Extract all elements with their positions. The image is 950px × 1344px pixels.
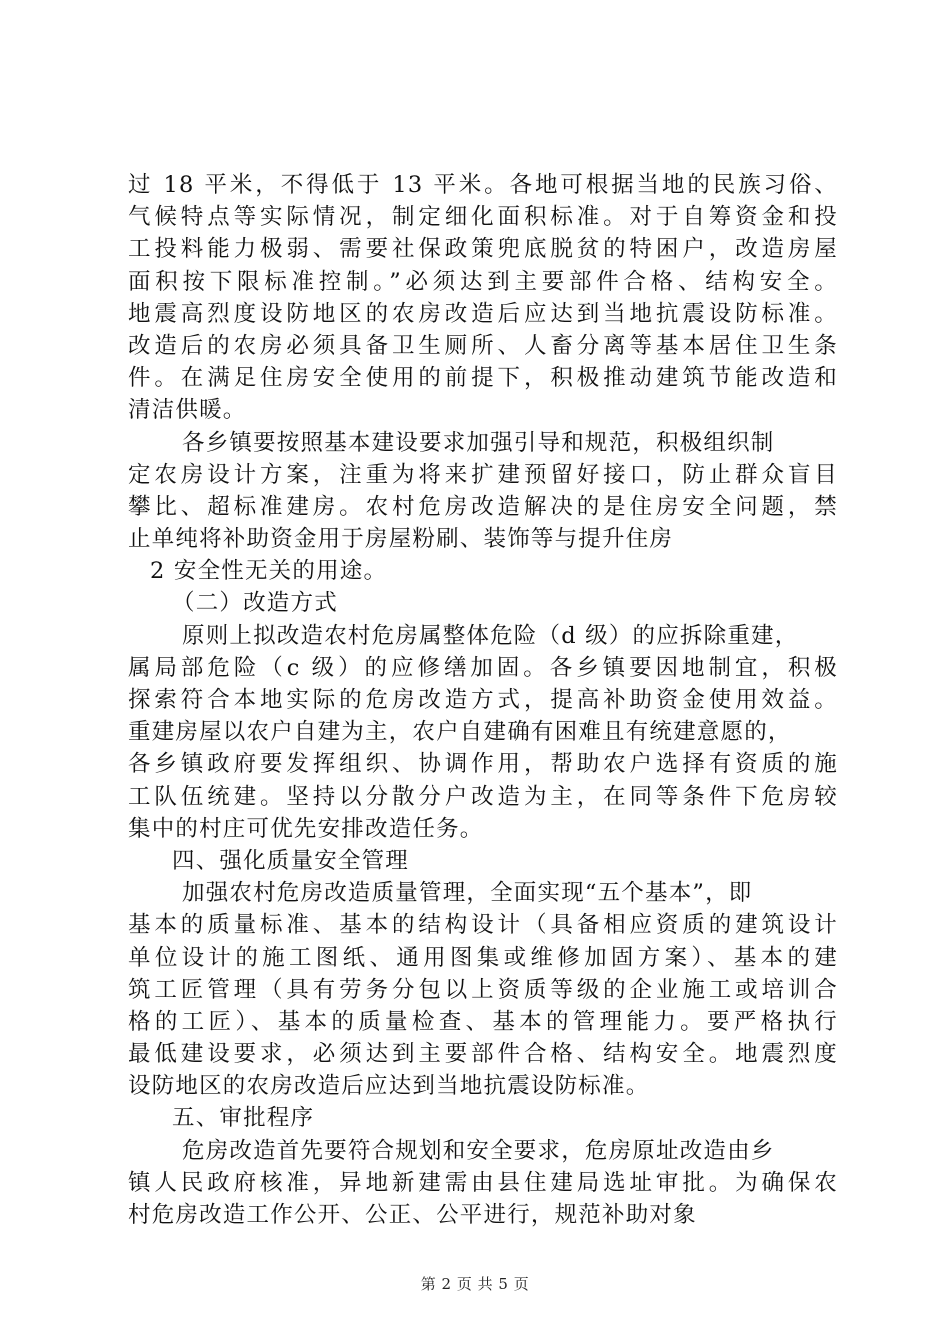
text-line: 设防地区的农房改造后应达到当地抗震设防标准。 bbox=[128, 1073, 650, 1100]
text-line: 工投料能力极弱、需要社保政策兜底脱贫的特困户，改造房屋 bbox=[128, 236, 838, 263]
section-heading: 五、审批程序 bbox=[172, 1105, 315, 1132]
text-line: 村危房改造工作公开、公正、公平进行，规范补助对象 bbox=[128, 1202, 697, 1228]
paragraph-first-line: 原则上拟改造农村危房属整体危险（d 级）的应拆除重建， bbox=[182, 622, 799, 649]
text-line: 2 安全性无关的用途。 bbox=[150, 558, 388, 585]
text-line: 面积按下限标准控制。”必须达到主要部件合格、结构安全。 bbox=[128, 268, 838, 295]
text-line: 集中的村庄可优先安排改造任务。 bbox=[128, 815, 484, 842]
section-heading: 四、强化质量安全管理 bbox=[172, 847, 410, 874]
text-line: 镇人民政府核准，异地新建需由县住建局选址审批。为确保农 bbox=[128, 1169, 838, 1196]
paragraph-first-line: 加强农村危房改造质量管理，全面实现“五个基本”，即 bbox=[182, 880, 753, 907]
text-line: 属局部危险（c 级）的应修缮加固。各乡镇要因地制宜，积极 bbox=[128, 654, 838, 681]
text-line: 改造后的农房必须具备卫生厕所、人畜分离等基本居住卫生条 bbox=[128, 332, 838, 359]
text-line: 最低建设要求，必须达到主要部件合格、结构安全。地震烈度 bbox=[128, 1041, 838, 1068]
text-line: 气候特点等实际情况，制定细化面积标准。对于自筹资金和投 bbox=[128, 204, 838, 231]
document-body bbox=[128, 169, 838, 1231]
text-line: 各乡镇政府要发挥组织、协调作用，帮助农户选择有资质的施 bbox=[128, 751, 838, 778]
paragraph-first-line: 危房改造首先要符合规划和安全要求，危房原址改造由乡 bbox=[182, 1137, 775, 1164]
text-line: 攀比、超标准建房。农村危房改造解决的是住房安全问题，禁 bbox=[128, 493, 838, 520]
text-line: 定农房设计方案，注重为将来扩建预留好接口，防止群众盲目 bbox=[128, 461, 838, 488]
text-line: 清洁供暖。 bbox=[128, 397, 247, 424]
text-line: 单位设计的施工图纸、通用图集或维修加固方案）、基本的建 bbox=[128, 944, 838, 971]
text-line: 过 18 平米，不得低于 13 平米。各地可根据当地的民族习俗、 bbox=[128, 172, 838, 198]
text-line: 止单纯将补助资金用于房屋粉刷、装饰等与提升住房 bbox=[128, 526, 674, 553]
text-line: 基本的质量标准、基本的结构设计（具备相应资质的建筑设计 bbox=[128, 912, 838, 939]
section-subheading: （二）改造方式 bbox=[172, 590, 338, 617]
text-line: 工队伍统建。坚持以分散分户改造为主，在同等条件下危房较 bbox=[128, 783, 838, 810]
page-footer: 第 2 页 共 5 页 bbox=[420, 1275, 530, 1293]
text-line: 地震高烈度设防地区的农房改造后应达到当地抗震设防标准。 bbox=[128, 300, 838, 327]
paragraph-first-line: 各乡镇要按照基本建设要求加强引导和规范，积极组织制 bbox=[182, 429, 775, 456]
text-line: 筑工匠管理（具有劳务分包以上资质等级的企业施工或培训合 bbox=[128, 976, 838, 1003]
text-line: 格的工匠）、基本的质量检查、基本的管理能力。要严格执行 bbox=[128, 1008, 838, 1035]
text-line: 件。在满足住房安全使用的前提下，积极推动建筑节能改造和 bbox=[128, 365, 838, 392]
text-line: 重建房屋以农户自建为主，农户自建确有困难且有统建意愿的， bbox=[128, 719, 792, 746]
text-line: 探索符合本地实际的危房改造方式，提高补助资金使用效益。 bbox=[128, 687, 838, 713]
